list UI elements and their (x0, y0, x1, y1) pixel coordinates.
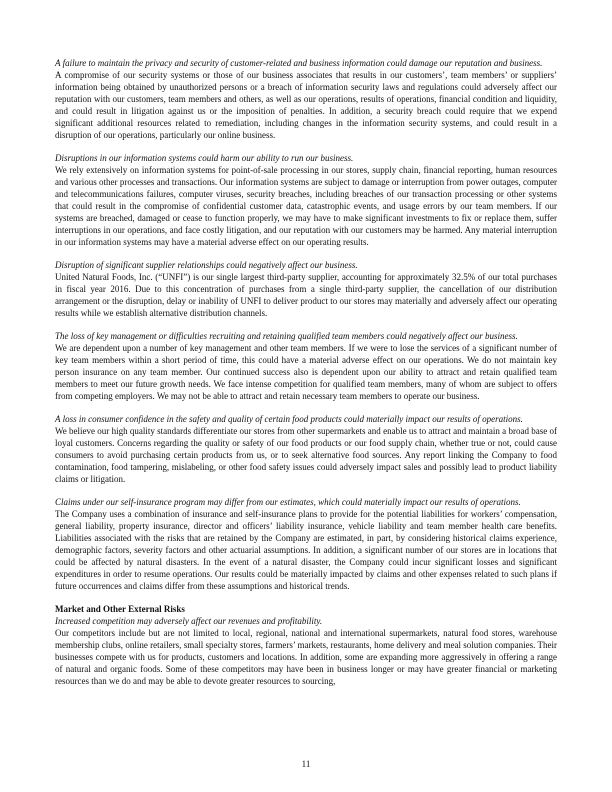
risk-privacy-security (55, 57, 557, 141)
risk-title: Disruption of significant supplier relationships could negatively affect our business. (55, 260, 358, 270)
risk-body: The Company uses a combination of insurance and self-insurance plans to provide for the potential liabilities for workers’ compensation, general liability, property insurance, director and officers’ liability insurance, vehicle liability and team member health care benefits. Liabilities associated with the risks that are retained by the Company are estimated, in part, by considering historical claims experience, demographic factors, severity factors and other actuarial assumptions. In addition, a significant number of our stores are in locations that could be affected by natural disasters. In the event of a natural disaster, the Company could incur significant losses and significant expenditures in order to resume operations. Our results could be materially impacted by claims and other expenses related to such plans if future occurrences and claims differ from these assumptions and historical trends. (55, 509, 557, 591)
market-external-risks (55, 603, 557, 687)
risk-consumer-confidence (55, 413, 557, 485)
risk-title: A loss in consumer confidence in the safety and quality of certain food products could materially impact our results of operations. (55, 414, 523, 424)
risk-body: We believe our high quality standards differentiate our stores from other supermarkets and enable us to attract and maintain a broad base of loyal customers. Concerns regarding the quality or safety of our food products or our food supply chain, whether true or not, could cause consumers to avoid purchasing certain products from us, or to seek alternative food sources. Any report linking the Company to food contamination, food tampering, mislabeling, or other food safety issues could adversely impact sales and possibly lead to product liability claims or litigation. (55, 426, 557, 484)
risk-information-systems (55, 152, 557, 248)
page-number: 11 (301, 759, 311, 769)
risk-supplier-relationships (55, 259, 557, 319)
risk-self-insurance (55, 496, 557, 592)
risk-title: A failure to maintain the privacy and security of customer-related and business information could damage our reputation and business. (55, 58, 543, 68)
risk-title: Increased competition may adversely affect our revenues and profitability. (55, 616, 323, 626)
page-content (55, 57, 557, 698)
risk-body: We are dependent upon a number of key management and other team members. If we were to lose the services of a significant number of key team members within a short period of time, this could have a material adverse effect on our operations. We do not maintain key person insurance on any team member. Our continued success also is dependent upon our ability to attract and retain qualified team members to meet our future growth needs. We face intense competition for qualified team members, many of whom are subject to offers from competing employers. We may not be able to attract and retain necessary team members to operate our business. (55, 343, 557, 401)
risk-key-management (55, 330, 557, 402)
risk-body: A compromise of our security systems or those of our business associates that results in our customers’, team members’ or suppliers’ information being obtained by unauthorized persons or a breach of information security laws and regulations could adversely affect our reputation with our customers, team members and others, as well as our operations, results of operations, financial condition and liquidity, and could result in litigation against us or the imposition of penalties. In addition, a security breach could require that we expend significant additional resources related to remediation, including changes in the information security systems, and could result in a disruption of our operations, particularly our online business. (55, 70, 557, 140)
section-heading: Market and Other External Risks (55, 604, 185, 614)
risk-body: Our competitors include but are not limited to local, regional, national and international supermarkets, natural food stores, warehouse membership clubs, online retailers, small specialty stores, farmers’ markets, restaurants, home delivery and meal solution companies. Their businesses compete with us for products, customers and locations. In addition, some are expanding more aggressively in offering a range of natural and organic foods. Some of these competitors may have been in business longer or may have greater financial or marketing resources than we do and may be able to devote greater resources to sourcing, (55, 628, 557, 686)
risk-body: We rely extensively on information systems for point-of-sale processing in our stores, supply chain, financial reporting, human resources and various other processes and transactions. Our information systems are subject to damage or interruption from power outages, computer and telecommunications failures, computer viruses, security breaches, including breaches of our transaction processing or other systems that could result in the compromise of confidential customer data, catastrophic events, and usage errors by our team members. If our systems are breached, damaged or cease to function properly, we may have to make significant investments to fix or replace them, suffer interruptions in our operations, and face costly litigation, and our reputation with our customers may be harmed. Any material interruption in our information systems may have a material adverse effect on our operating results. (55, 165, 557, 247)
risk-title: Claims under our self-insurance program may differ from our estimates, which could materially impact our results of operations. (55, 497, 521, 507)
risk-title: The loss of key management or difficulties recruiting and retaining qualified team members could negatively affect our business. (55, 331, 518, 341)
risk-title: Disruptions in our information systems could harm our ability to run our business. (55, 153, 354, 163)
risk-body: United Natural Foods, Inc. (“UNFI”) is our single largest third-party supplier, accounting for approximately 32.5% of our total purchases in fiscal year 2016. Due to this concentration of purchases from a single third-party supplier, the cancellation of our distribution arrangement or the disruption, delay or inability of UNFI to deliver product to our stores may materially and adversely affect our operating results while we establish alternative distribution channels. (55, 272, 557, 318)
